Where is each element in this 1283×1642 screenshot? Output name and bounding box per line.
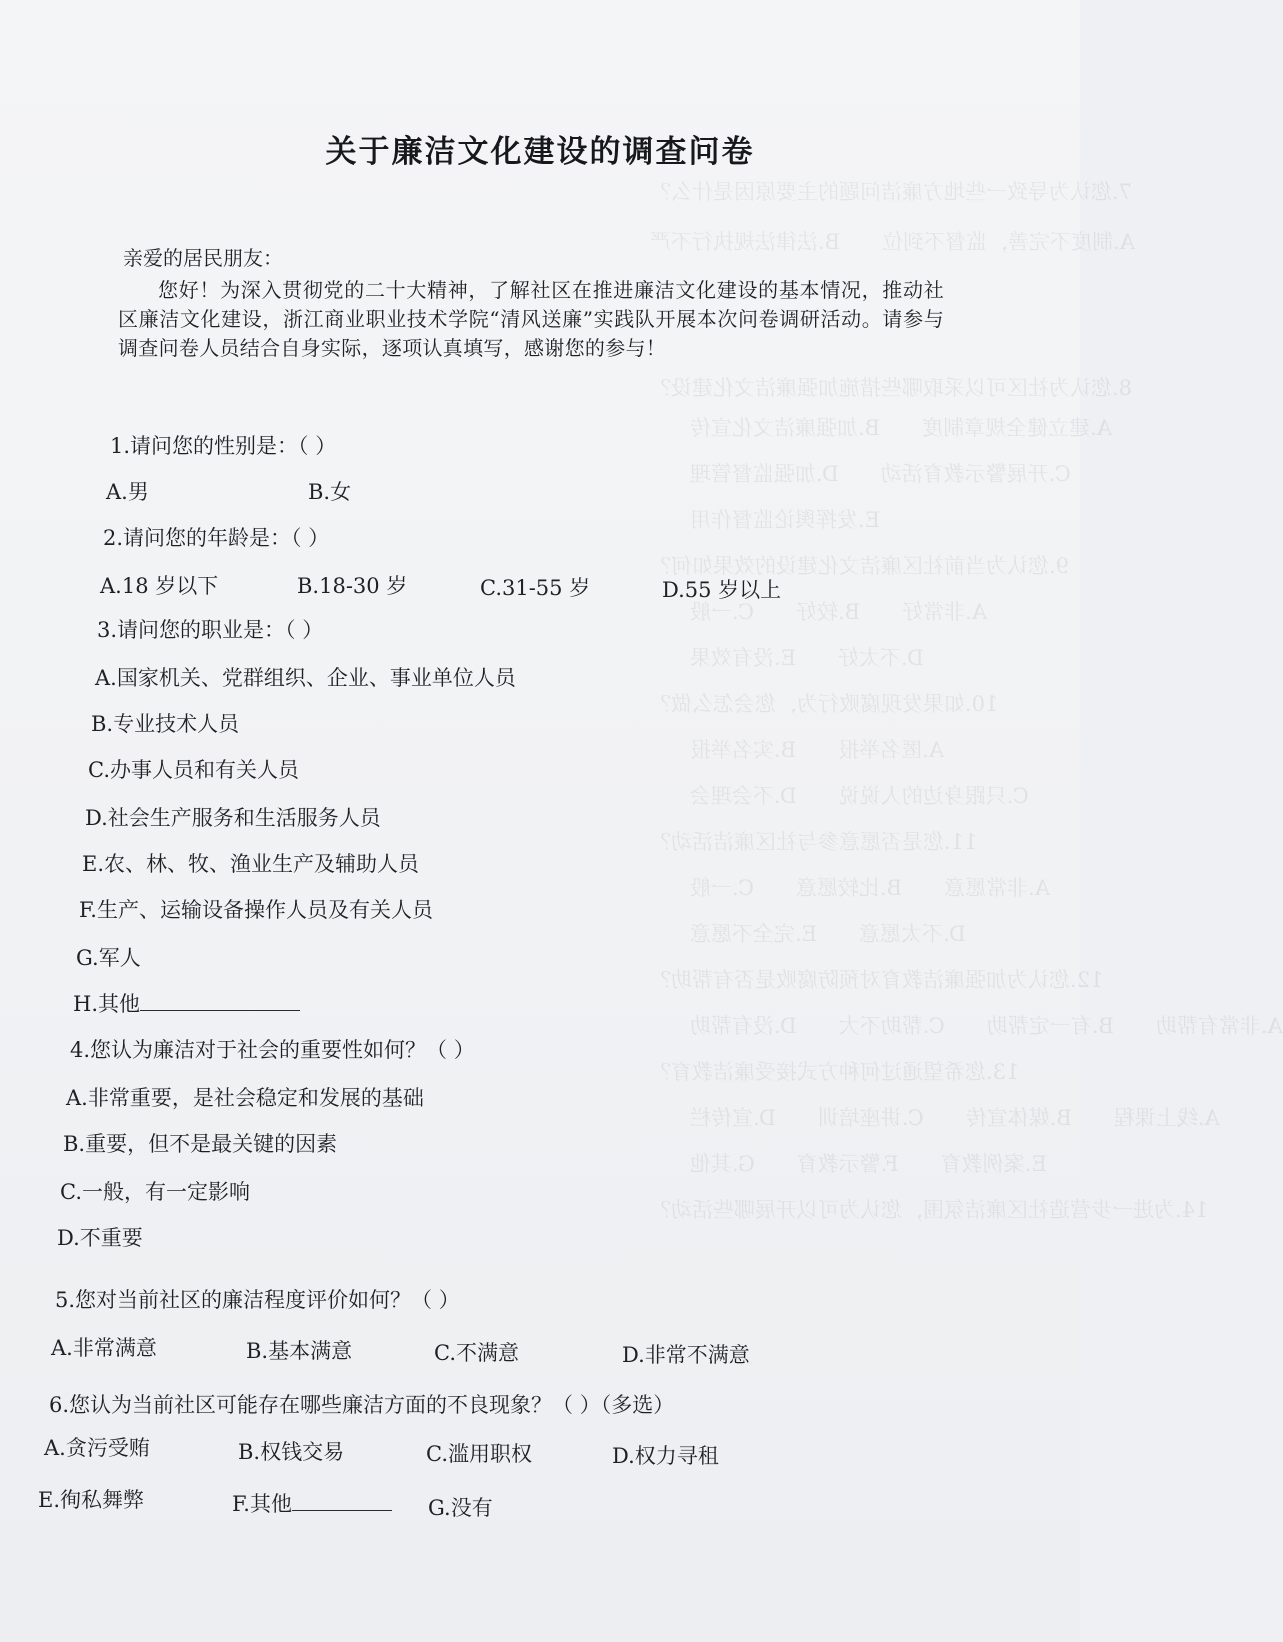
bleed-through-text: D.不太愿意 E.完全不愿意	[690, 922, 966, 946]
q3-option-f[interactable]: F.生产、运输设备操作人员及有关人员	[79, 898, 433, 922]
q3-option-b[interactable]: B.专业技术人员	[91, 712, 240, 736]
question-2: 2.请问您的年龄是：（ ）	[103, 526, 330, 550]
bleed-through-text: A.线上课程 B.媒体宣传 C.讲座培训 D.宣传栏	[690, 1106, 1220, 1130]
q1-option-b[interactable]: B.女	[308, 480, 352, 504]
bleed-through-text: 12.您认为加强廉洁教育对预防腐败是否有帮助？	[650, 968, 1104, 992]
q5-option-a[interactable]: A.非常满意	[51, 1336, 157, 1360]
q6-option-a[interactable]: A.贪污受贿	[44, 1436, 150, 1460]
question-5: 5.您对当前社区的廉洁程度评价如何？（ ）	[55, 1288, 460, 1312]
fill-in-blank[interactable]	[292, 1492, 392, 1511]
page-title: 关于廉洁文化建设的调查问卷	[325, 134, 755, 170]
bleed-through-text: 8.您认为社区可以采取哪些措施加强廉洁文化建设？	[650, 376, 1133, 400]
bleed-through-text: A.匿名举报 B.实名举报	[690, 738, 944, 762]
question-4: 4.您认为廉洁对于社会的重要性如何？（ ）	[70, 1038, 475, 1062]
bleed-through-text: 13.您希望通过何种方式接受廉洁教育？	[650, 1060, 1020, 1084]
q3-option-a[interactable]: A.国家机关、党群组织、企业、事业单位人员	[95, 666, 516, 690]
bleed-through-text: A.非常愿意 B.比较愿意 C.一般	[690, 876, 1050, 900]
question-6: 6.您认为当前社区可能存在哪些廉洁方面的不良现象？（ ）（多选）	[49, 1393, 675, 1417]
q2-option-c[interactable]: C.31-55 岁	[480, 576, 591, 600]
q3-option-e[interactable]: E.农、林、牧、渔业生产及辅助人员	[82, 852, 420, 876]
q1-option-a[interactable]: A.男	[106, 480, 149, 504]
bleed-through-text: A.建立健全规章制度 B.加强廉洁文化宣传	[690, 416, 1112, 440]
q2-option-a[interactable]: A.18 岁以下	[100, 574, 219, 598]
fill-in-blank[interactable]	[140, 992, 300, 1011]
bleed-through-text: 14.为进一步营造社区廉洁氛围，您认为可以开展哪些活动？	[650, 1198, 1209, 1222]
bleed-through-text: 7.您认为导致一些地方廉洁问题的主要原因是什么？	[650, 180, 1133, 204]
q5-option-c[interactable]: C.不满意	[434, 1341, 519, 1365]
q6-option-g[interactable]: G.没有	[428, 1496, 493, 1520]
q3-option-h[interactable]	[73, 992, 300, 1017]
q6-option-f-label: F.其他	[232, 1492, 292, 1516]
q3-option-g[interactable]: G.军人	[76, 946, 141, 970]
bleed-through-text: 9.您认为当前社区廉洁文化建设的效果如何？	[650, 554, 1070, 578]
q4-option-c[interactable]: C.一般，有一定影响	[60, 1180, 250, 1204]
q2-option-b[interactable]: B.18-30 岁	[297, 574, 408, 598]
bleed-through-text: A.制度不完善，监督不到位 B.法律法规执行不严	[650, 230, 1135, 254]
q6-option-d[interactable]: D.权力寻租	[612, 1444, 719, 1468]
intro-paragraph: 您好！为深入贯彻党的二十大精神，了解社区在推进廉洁文化建设的基本情况，推动社区廉洁文化建设，浙江商业职业技术学院“清风送廉”实践队开展本次问卷调研活动。请参与调查问卷人员结合自身实际，逐项认真填写，感谢您的参与！	[118, 278, 944, 360]
bleed-through-text: E.案例教育 F.警示教育 G.其他	[690, 1152, 1047, 1176]
bleed-through-text: E.发挥舆论监督作用	[690, 508, 881, 532]
greeting: 亲爱的居民朋友：	[123, 246, 283, 270]
question-3: 3.请问您的职业是：（ ）	[97, 618, 324, 642]
q2-option-d[interactable]: D.55 岁以上	[662, 578, 782, 602]
bleed-through-text: A.非常有帮助 B.有一定帮助 C.帮助不大 D.没有帮助	[690, 1014, 1283, 1038]
q6-option-c[interactable]: C.滥用职权	[426, 1442, 532, 1466]
q4-option-b[interactable]: B.重要，但不是最关键的因素	[63, 1132, 338, 1156]
q4-option-d[interactable]: D.不重要	[57, 1226, 143, 1250]
q3-option-h-label: H.其他	[73, 992, 140, 1016]
q5-option-d[interactable]: D.非常不满意	[622, 1343, 750, 1367]
bleed-through-text: 10.如果发现腐败行为，您会怎么做？	[650, 692, 999, 716]
q5-option-b[interactable]: B.基本满意	[246, 1339, 353, 1363]
bleed-through-text: A.非常好 B.较好 C.一般	[690, 600, 987, 624]
q6-option-f[interactable]	[232, 1492, 392, 1517]
q4-option-a[interactable]: A.非常重要，是社会稳定和发展的基础	[66, 1086, 424, 1110]
q3-option-c[interactable]: C.办事人员和有关人员	[88, 758, 299, 782]
question-1: 1.请问您的性别是：（ ）	[110, 434, 337, 458]
q3-option-d[interactable]: D.社会生产服务和生活服务人员	[85, 806, 381, 830]
bleed-through-text: 11.您是否愿意参与社区廉洁活动？	[650, 830, 978, 854]
q6-option-b[interactable]: B.权钱交易	[238, 1440, 345, 1464]
bleed-through-text: C.只跟身边的人说说 D.不会理会	[690, 784, 1029, 808]
bleed-through-text: D.不太好 E.没有效果	[690, 646, 924, 670]
bleed-through-text: C.开展警示教育活动 D.加强监督管理	[690, 462, 1071, 486]
q6-option-e[interactable]: E.徇私舞弊	[38, 1488, 145, 1512]
